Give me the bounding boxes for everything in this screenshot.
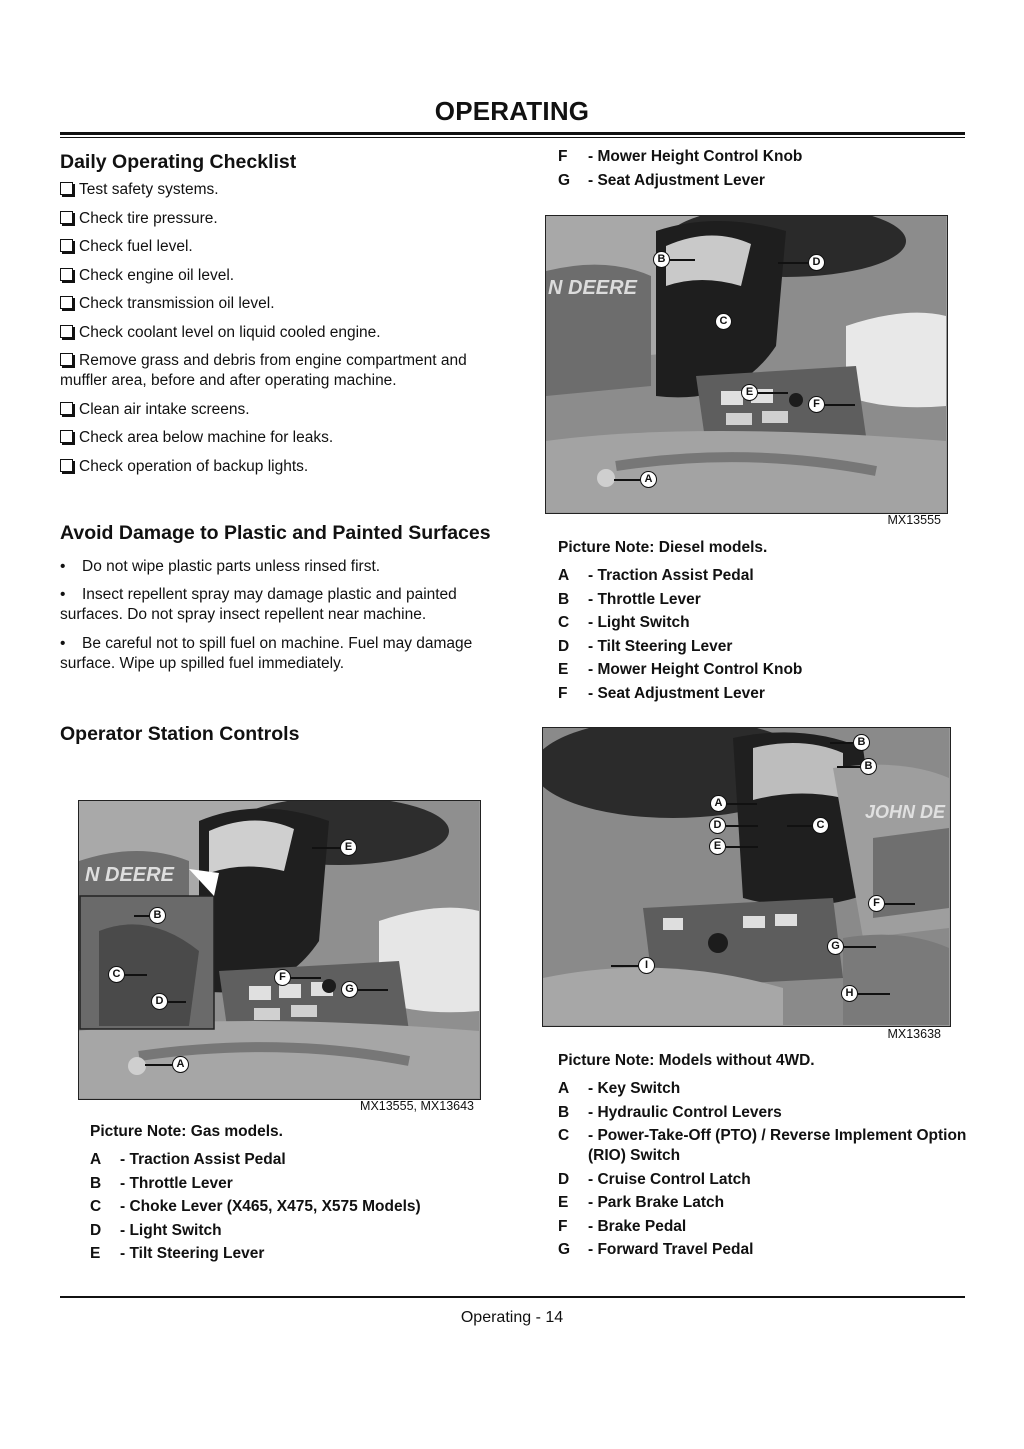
diesel-legend (558, 538, 968, 707)
legend-item: B - Throttle Lever (90, 1174, 233, 1192)
callout-label: E (741, 384, 758, 401)
tractor-controls-illustration (543, 728, 949, 1025)
callout-leader (844, 946, 876, 948)
figure-id: MX13555 (887, 513, 941, 527)
bullet-icon: • (60, 557, 66, 575)
legend-item: A - Key Switch (558, 1080, 681, 1097)
bullet-item: • Insect repellent spray may damage plastic and painted surfaces. Do not spray insect repellent near machine. (60, 586, 457, 623)
callout-label: C (812, 817, 829, 834)
callout-label: B (149, 907, 166, 924)
diesel-models-photo (545, 215, 948, 514)
legend-item: G - Forward Travel Pedal (558, 1241, 754, 1258)
brand-logo: JOHN DE (865, 802, 946, 822)
callout-leader (145, 1064, 172, 1066)
no4wd-label-list (558, 1079, 968, 1260)
callout-leader (778, 262, 808, 264)
callout-leader (726, 825, 758, 827)
callout-label: B (853, 734, 870, 751)
page-title: OPERATING (434, 96, 590, 126)
callout-label: D (151, 993, 168, 1010)
checkbox-icon (60, 353, 73, 366)
brand-logo: N DEERE (548, 277, 637, 299)
callout-label: A (640, 471, 657, 488)
callout-label: C (108, 966, 125, 983)
no4wd-models-photo (542, 727, 951, 1027)
callout-leader (858, 993, 890, 995)
brand-logo: N DEERE (85, 864, 174, 886)
picture-note: Picture Note: Diesel models. (558, 539, 768, 556)
legend-item: G - Seat Adjustment Lever (558, 171, 765, 189)
legend-item: A - Traction Assist Pedal (90, 1151, 286, 1168)
callout-label: H (841, 985, 858, 1002)
callout-label: A (172, 1056, 189, 1073)
checklist-item: Check area below machine for leaks. (60, 428, 500, 448)
bullet-item: • Do not wipe plastic parts unless rinsed first. (60, 557, 381, 575)
checkbox-icon (60, 430, 73, 443)
legend-item: A - Traction Assist Pedal (558, 567, 754, 584)
checkbox-icon (60, 402, 73, 415)
picture-note: Picture Note: Models without 4WD. (558, 1052, 815, 1069)
callout-label: F (868, 895, 885, 912)
checkbox-icon (60, 239, 73, 252)
checkbox-icon (60, 268, 73, 281)
left-column (60, 150, 500, 746)
picture-note: Picture Note: Gas models. (90, 1123, 283, 1140)
checklist-item: Remove grass and debris from engine compartment and muffler area, before and after operating machine. (60, 352, 467, 389)
daily-checklist (60, 180, 500, 477)
callout-leader (291, 977, 321, 979)
callout-label: B (860, 758, 877, 775)
bullet-item: • Be careful not to spill fuel on machine. Fuel may damage surface. Wipe up spilled fuel immediately. (60, 634, 473, 672)
figure-id: MX13638 (887, 1027, 941, 1041)
checkbox-icon (60, 296, 73, 309)
legend-item: B - Hydraulic Control Levers (558, 1103, 782, 1121)
callout-label: F (274, 969, 291, 986)
tractor-controls-illustration (546, 216, 946, 512)
gas-models-photo (78, 800, 481, 1100)
legend-item: B - Throttle Lever (558, 590, 701, 608)
callout-leader (837, 766, 860, 768)
callout-label: E (340, 839, 357, 856)
right-top-label-list (558, 147, 958, 191)
callout-label: D (709, 817, 726, 834)
checklist-item: Check engine oil level. (60, 266, 500, 286)
callout-label: F (808, 396, 825, 413)
checklist-item: Check transmission oil level. (60, 294, 500, 314)
checklist-item: Check fuel level. (60, 237, 500, 257)
legend-item: C - Light Switch (558, 614, 690, 631)
checklist-item: Check coolant level on liquid cooled engine. (60, 323, 500, 343)
legend-item: D - Tilt Steering Lever (558, 637, 733, 655)
callout-label: B (653, 251, 670, 268)
checklist-item: Check tire pressure. (60, 209, 500, 229)
callout-label: E (709, 838, 726, 855)
figure-id: MX13555, MX13643 (360, 1099, 474, 1113)
checklist-item: Clean air intake screens. (60, 400, 500, 420)
callout-leader (727, 803, 757, 805)
callout-leader (830, 742, 853, 744)
checkbox-icon (60, 182, 73, 195)
diesel-label-list (558, 566, 968, 704)
checklist-item: Test safety systems. (60, 180, 500, 200)
header-rule-thin (60, 137, 965, 138)
avoid-damage-heading: Avoid Damage to Plastic and Painted Surfaces (60, 521, 491, 544)
legend-item: D - Light Switch (90, 1221, 222, 1239)
legend-item: E - Tilt Steering Lever (90, 1245, 265, 1262)
callout-leader (312, 847, 340, 849)
callout-leader (726, 846, 758, 848)
tractor-controls-illustration (79, 801, 479, 1098)
callout-leader (885, 903, 915, 905)
no4wd-legend (558, 1051, 968, 1264)
operator-controls-heading: Operator Station Controls (60, 722, 300, 745)
callout-leader (758, 392, 788, 394)
legend-item: C - Choke Lever (X465, X475, X575 Models) (90, 1198, 421, 1215)
callout-leader (611, 965, 638, 967)
checkbox-icon (60, 459, 73, 472)
footer-rule (60, 1296, 965, 1298)
legend-item: F - Mower Height Control Knob (558, 148, 803, 165)
checklist-item: Check operation of backup lights. (60, 457, 500, 477)
gas-label-list (90, 1150, 510, 1264)
callout-leader (787, 825, 812, 827)
header-rule (60, 132, 965, 135)
gas-models-legend (90, 1122, 510, 1268)
checkbox-icon (60, 211, 73, 224)
bullet-icon: • (60, 586, 66, 603)
legend-item: E - Mower Height Control Knob (558, 661, 803, 678)
callout-leader (825, 404, 855, 406)
legend-item: C - Power-Take-Off (PTO) / Reverse Implement Option (RIO) Switch (558, 1127, 967, 1164)
legend-item: E - Park Brake Latch (558, 1194, 725, 1211)
callout-label: I (638, 957, 655, 974)
page-number: Operating - 14 (460, 1309, 564, 1326)
callout-leader (134, 915, 149, 917)
legend-item: F - Seat Adjustment Lever (558, 684, 765, 702)
callout-label: C (715, 313, 732, 330)
callout-label: G (827, 938, 844, 955)
callout-leader (168, 1001, 186, 1003)
callout-leader (670, 259, 695, 261)
right-top-legend (558, 147, 958, 194)
bullet-icon: • (60, 634, 66, 652)
callout-leader (614, 479, 640, 481)
legend-item: D - Cruise Control Latch (558, 1170, 751, 1188)
callout-label: D (808, 254, 825, 271)
legend-item: F - Brake Pedal (558, 1217, 687, 1235)
callout-leader (125, 974, 147, 976)
callout-label: G (341, 981, 358, 998)
avoid-damage-list (60, 557, 500, 674)
checkbox-icon (60, 325, 73, 338)
callout-label: A (710, 795, 727, 812)
callout-leader (358, 989, 388, 991)
daily-checklist-heading: Daily Operating Checklist (60, 151, 297, 173)
